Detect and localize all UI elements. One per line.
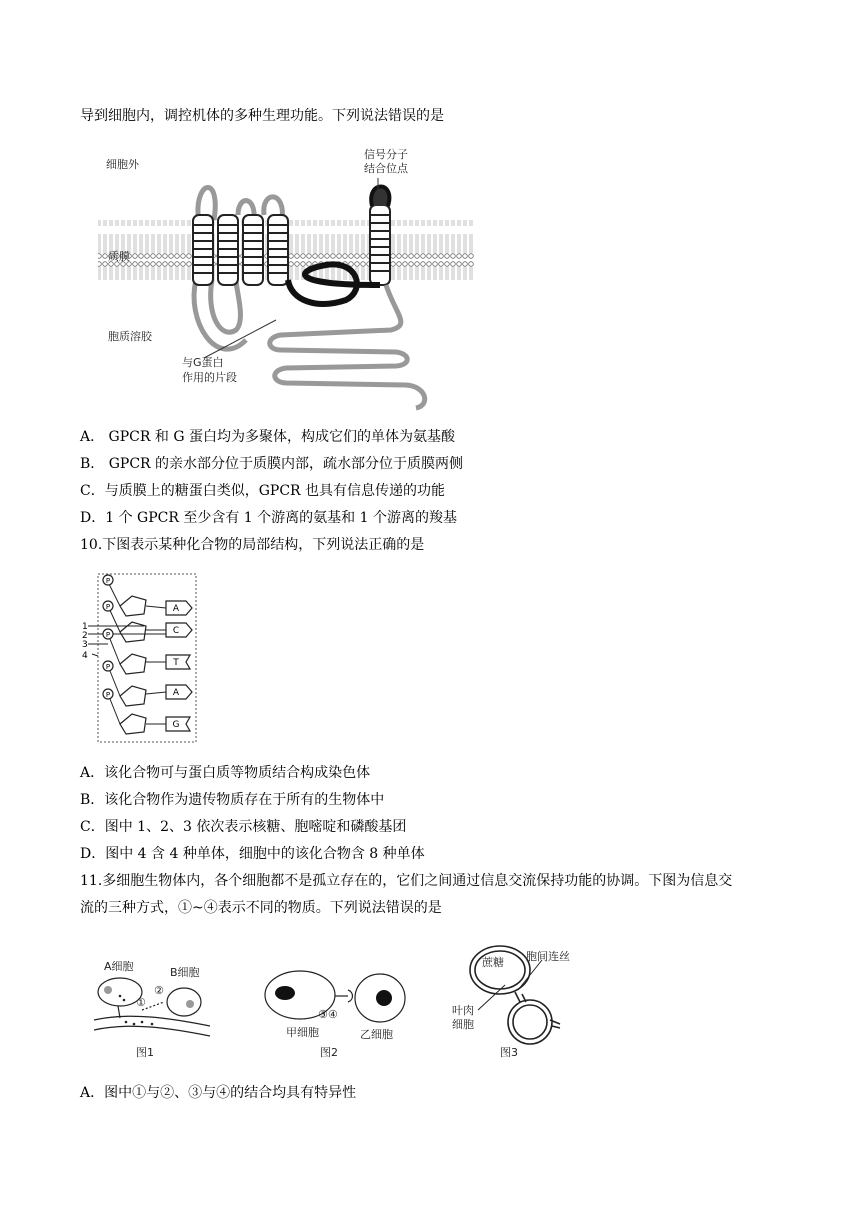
phosphate-4: P — [105, 663, 111, 671]
caption-fig2: 图2 — [320, 1046, 338, 1059]
caption-fig1: 图1 — [136, 1046, 154, 1059]
label-sucrose: 蔗糖 — [482, 956, 504, 969]
fig3-panel-1 — [94, 978, 210, 1036]
phosphate-2: P — [105, 603, 111, 611]
q11-stem-line-2: 流的三种方式，①~④表示不同的物质。下列说法错误的是 — [80, 900, 442, 916]
label-mesophyll-2: 细胞 — [452, 1018, 474, 1031]
base-g: G — [172, 720, 180, 730]
q10-option-b: B．该化合物作为遗传物质存在于所有的生物体中 — [80, 792, 385, 808]
label-m34: ③④ — [318, 1008, 338, 1021]
phosphate-1: P — [105, 577, 111, 585]
nucleotide-figure — [80, 570, 200, 748]
label-m1: ① — [136, 996, 146, 1009]
sugar-5 — [120, 714, 146, 734]
q11-option-a: A．图中①与②、③与④的结合均具有特异性 — [80, 1085, 357, 1101]
base-c: C — [172, 626, 180, 636]
communication-figure — [90, 940, 580, 1065]
base-a-2: A — [172, 688, 180, 698]
q11-stem-line-1: 11.多细胞生物体内，各个细胞都不是孤立存在的，它们之间通过信息交流保持功能的协调。下图为信息交 — [80, 873, 733, 889]
q9-option-c: C．与质膜上的糖蛋白类似，GPCR 也具有信息传递的功能 — [80, 483, 446, 499]
phosphate-3: P — [105, 631, 111, 639]
label-gprotein-seg-1: 与G蛋白 — [182, 356, 224, 369]
num-1: 1 — [82, 622, 88, 632]
phosphate-5: P — [105, 691, 111, 699]
num-4: 4 — [82, 651, 88, 661]
q9-option-d: D．1 个 GPCR 至少含有 1 个游离的氨基和 1 个游离的羧基 — [80, 510, 457, 526]
q9-option-b: B． GPCR 的亲水部分位于质膜内部，疏水部分位于质膜两侧 — [80, 456, 464, 472]
signal-binding-site — [371, 187, 389, 207]
label-gprotein-seg-2: 作用的片段 — [182, 371, 237, 384]
label-outside: 细胞外 — [106, 158, 139, 171]
base-a-1: A — [172, 604, 180, 614]
q10-option-c: C．图中 1、2、3 依次表示核糖、胞嘧啶和磷酸基团 — [80, 819, 407, 835]
gpcr-figure — [96, 140, 476, 415]
label-yi-cell: 乙细胞 — [360, 1028, 393, 1041]
label-jia-cell: 甲细胞 — [286, 1026, 319, 1039]
base-t: T — [173, 658, 179, 668]
label-cytosol: 胞质溶胶 — [108, 330, 152, 343]
q10-option-d: D．图中 4 含 4 种单体，细胞中的该化合物含 8 种单体 — [80, 846, 425, 862]
num-3: 3 — [82, 640, 88, 650]
label-membrane: 质膜 — [108, 250, 130, 263]
label-plasmodesmata: 胞间连丝 — [526, 950, 570, 963]
caption-fig3: 图3 — [500, 1046, 518, 1059]
q10-stem: 10.下图表示某种化合物的局部结构，下列说法正确的是 — [80, 537, 425, 553]
label-mesophyll-1: 叶肉 — [452, 1004, 474, 1017]
sugar-1 — [120, 596, 146, 616]
label-m2: ② — [154, 984, 164, 997]
sugar-4 — [120, 686, 146, 706]
num-2: 2 — [82, 631, 88, 641]
q9-option-a: A． GPCR 和 G 蛋白均为多聚体，构成它们的单体为氨基酸 — [80, 429, 455, 445]
intro-line: 导到细胞内，调控机体的多种生理功能。下列说法错误的是 — [80, 108, 444, 124]
gpcr-diagram — [96, 140, 476, 415]
label-b-cell: B细胞 — [170, 966, 200, 979]
label-signal-site-2: 结合位点 — [364, 162, 408, 175]
sugar-2 — [120, 622, 146, 642]
c-terminal-tail — [270, 285, 425, 408]
label-a-cell: A细胞 — [104, 960, 134, 973]
sugar-3 — [120, 654, 146, 674]
q10-option-a: A．该化合物可与蛋白质等物质结合构成染色体 — [80, 765, 371, 781]
label-signal-site-1: 信号分子 — [364, 148, 408, 161]
